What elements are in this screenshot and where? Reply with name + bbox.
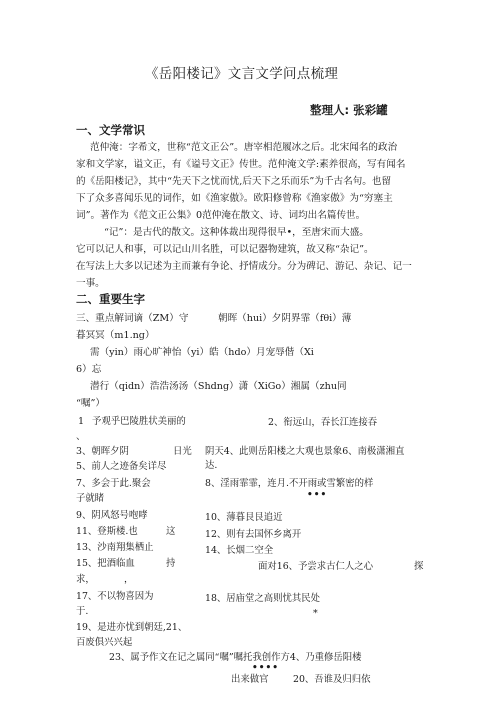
para1-line: 的《岳阳楼记》，其中“先天下之忧而忧,后天下之乐而乐”为千古名句。也留 bbox=[76, 176, 392, 187]
section-heading-literary: 一、文学常识 bbox=[76, 123, 145, 137]
doc-title: 《岳阳楼记》文言文学问点梳理 bbox=[145, 66, 339, 82]
item-line: 18、居庙堂之高则忧其民处 bbox=[205, 593, 321, 604]
item-line: 达. bbox=[205, 460, 218, 471]
item-number: 1 bbox=[78, 416, 85, 427]
item-line: 19、是进亦忧到朝廷,21、 bbox=[76, 622, 188, 633]
vocab-line: 暮冥冥（m1.ng） bbox=[76, 330, 155, 341]
item-line: 8、淫雨霏霏，连月.不开雨或雪繁密的样 bbox=[205, 478, 374, 489]
item-line: 这 bbox=[166, 526, 176, 537]
item-line: 17、不以物喜因为 bbox=[76, 591, 154, 602]
para1-line: 家和文学家，谥文正，有《谥号文正》传世。范仲淹文学:素养很高，写有闻名 bbox=[76, 159, 406, 170]
item-line: 15、把酒临血 bbox=[76, 558, 135, 569]
para1-line: 词”。著作为《范文正公集》0范仲淹在散文、诗、词均出名篇传世。 bbox=[76, 210, 366, 221]
item-line: 出来做官 bbox=[231, 674, 269, 685]
item-line: ， bbox=[124, 574, 134, 585]
para2-line: “记”：是古代的散文。这种体裁出现得很早•，至唐宋而大盛。 bbox=[104, 227, 369, 238]
item-line: 持 bbox=[166, 558, 176, 569]
item-marker: * bbox=[313, 608, 318, 619]
item-line: 14、长烟二空全 bbox=[205, 545, 274, 556]
item-line: 子就睹 bbox=[76, 493, 105, 504]
doc-author: 整理人: 张彩罐 bbox=[310, 103, 388, 117]
item-line: 百废俱兴兴起 bbox=[76, 637, 133, 648]
vocab-line: 需（yin）雨心旷神怡（yi）皓（hdo）月宠辱偕（Xi bbox=[90, 347, 314, 358]
emphasis-dots: ••• bbox=[307, 490, 328, 500]
vocab-line: 6）忘 bbox=[76, 364, 102, 375]
emphasis-dots: •••• bbox=[252, 663, 280, 673]
para1-line: 下了众多喜闻乐见的词作，如《渔家傲》。欧阳修曾称《渔家傲》为“穷塞主 bbox=[76, 193, 393, 204]
item-line: 求， bbox=[76, 574, 95, 585]
item-line: 20、吾谁及归归依 bbox=[293, 674, 371, 685]
item-line: 3、朝晖夕阴 bbox=[76, 446, 129, 457]
item-line: 2、衔远山，吞长江连接吞 bbox=[268, 417, 378, 428]
vocab-line: 三、重点解词谪（ZM）守 bbox=[76, 313, 189, 324]
item-line: 于. bbox=[76, 606, 89, 617]
item-line: 日光 bbox=[173, 446, 192, 457]
item-line: 予观乎巴陵胜状美丽的 bbox=[92, 416, 186, 427]
item-line: 、 bbox=[76, 431, 86, 442]
vocab-line: 潜行（qidn）浩浩汤汤（Shdng）潇（XiGo）湘属（zhu同 bbox=[90, 381, 347, 392]
item-line: 9、阴风怒号咆哮 bbox=[76, 510, 148, 521]
item-line: 10、薄暮艮艮追近 bbox=[205, 512, 283, 523]
item-line: 11、登斯楼.也 bbox=[76, 526, 138, 537]
item-line: 5、前人之迹备矣详尽 bbox=[76, 461, 167, 472]
item-line: 面对16、予尝求古仁人之心 bbox=[258, 561, 374, 572]
section-heading-vocab: 二、重要生字 bbox=[76, 292, 145, 306]
vocab-line: 朝晖（hui）夕阴界霏（fθi）薄 bbox=[218, 313, 352, 324]
item-line: 7、多会于此.聚会 bbox=[76, 478, 151, 489]
para2-line: 在写法上大多以记述为主而兼有争论、抒情成分。分为碑记、游记、杂记、记一 bbox=[76, 261, 412, 272]
item-line: 12、则有去国怀乡离开 bbox=[205, 529, 302, 540]
para2-line: 一事。 bbox=[76, 278, 105, 289]
para2-line: 它可以记人和事，可以记山川名胜，可以记器物建筑，故又称“杂记”。 bbox=[76, 244, 374, 255]
item-line: 探 bbox=[414, 561, 424, 572]
vocab-line: “嘱”） bbox=[76, 398, 105, 409]
para1-line: 范仲淹：字希文，世称“范文正公”。唐宰相范履冰之后。北宋闻名的政治 bbox=[90, 142, 398, 153]
item-line: 13、沙南翔集栖止 bbox=[76, 542, 154, 553]
item-line: 23、属予作文在记之属同“嘱”嘱托我创作方4、乃重修岳阳楼 bbox=[109, 652, 362, 663]
item-line: 阴天4、此则岳阳楼之大观也景象6、南极潇湘直 bbox=[205, 446, 405, 457]
